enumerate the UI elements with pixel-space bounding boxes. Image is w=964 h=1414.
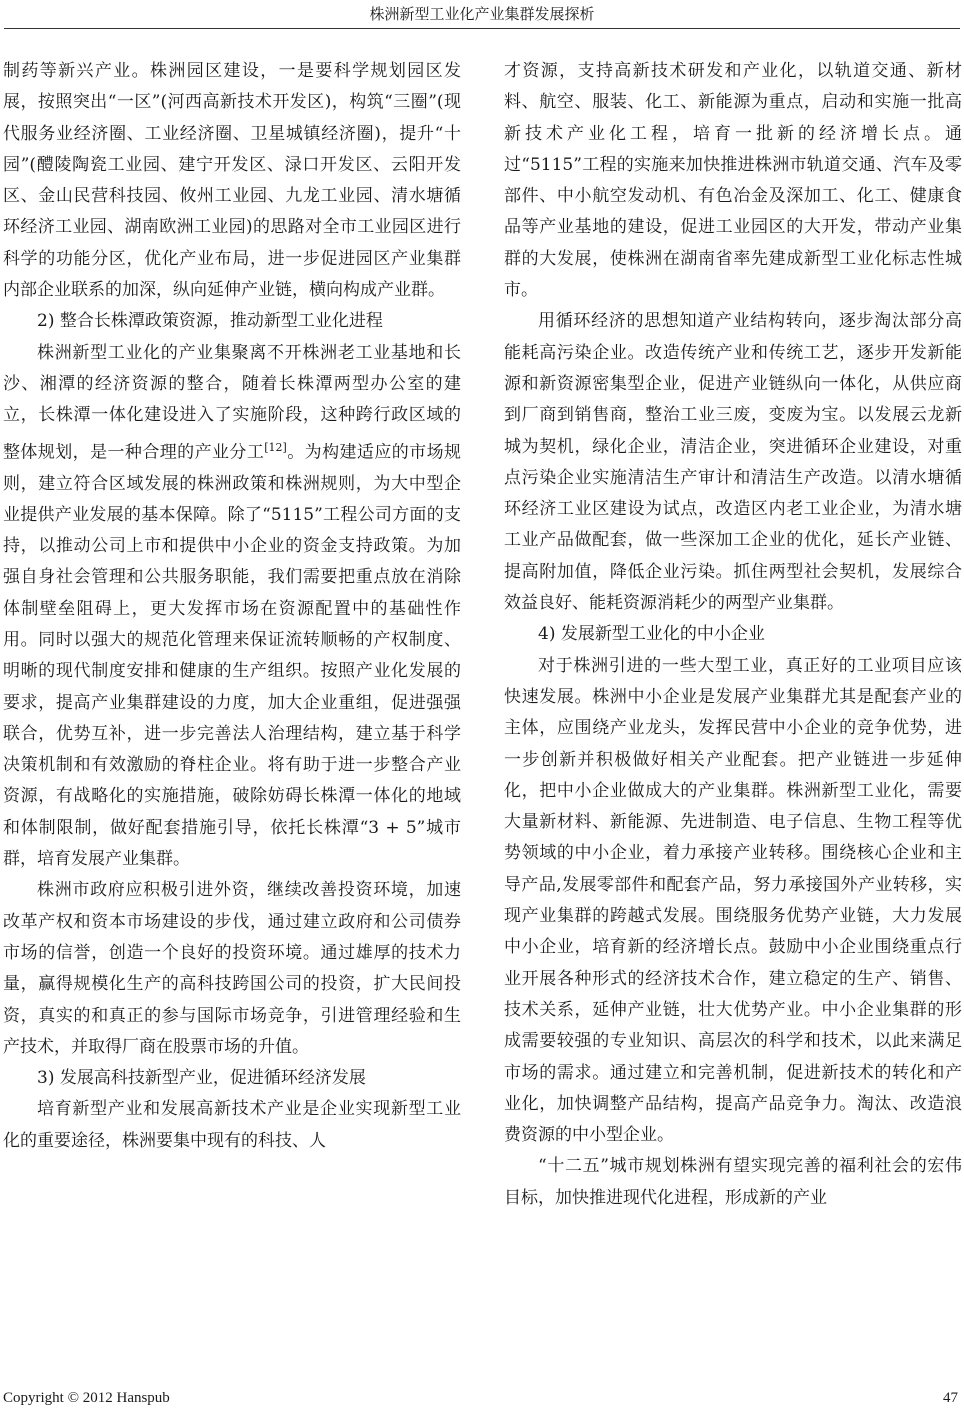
paragraph-text: 。为构建适应的市场规则，建立符合区域发展的株洲政策和株洲规则，为大中型企业提供产业发展的基本保障。除了“5115”工程公司方面的支持，以推动公司上市和提供中小企业的资金支持政策。为加强自身社会管理和公共服务职能，我们需要把重点放在消除体制壁垒阻碍上，更大发挥市场在资源配置中的基础性作用。同时以强大的规范化管理来保证流转顺畅的产权制度、明晰的现代制度安排和健康的生产组织。按照产业化发展的要求，提高产业集群建设的力度，加大企业重组，促进强强联合，优势互补，进一步完善法人治理结构，建立基于科学决策机制和有效激励的脊柱企业。将有助于进一步整合产业资源，有战略化的实施措施，破除妨碍长株潭一体化的地域和体制限制，做好配套措施引导，依托长株潭“3 + 5”城市群，培育发展产业集群。: [3, 442, 461, 870]
citation-ref[interactable]: [12]: [264, 440, 287, 454]
paragraph: 株洲市政府应积极引进外资，继续改善投资环境，加速改革产权和资本市场建设的步伐，通过建立政府和公司债券市场的信誉，创造一个良好的投资环境。通过雄厚的技术力量，赢得规模化生产的高科技跨国公司的投资，扩大民间投资，真实的和真正的参与国际市场竞争，引进管理经验和生产技术，并取得厂商在股票市场的升值。: [3, 880, 461, 1057]
paragraph: 制药等新兴产业。株洲园区建设，一是要科学规划园区发展，按照突出“一区”(河西高新技术开发区)，构筑“三圈”(现代服务业经济圈、工业经济圈、卫星城镇经济圈)，提升“十园”(醴陵陶瓷工业园、建宁开发区、渌口开发区、云阳开发区、金山民营科技园、攸州工业园、九龙工业园、清水塘循环经济工业园、湖南欧洲工业园)的思路对全市工业园区进行科学的功能分区，优化产业布局，进一步促进园区产业集群内部企业联系的加深，纵向延伸产业链，横向构成产业群。: [3, 61, 461, 301]
running-head-title: 株洲新型工业化产业集群发展探析: [369, 5, 595, 23]
section-heading-3: 3) 发展高科技新型产业，促进循环经济发展: [37, 1068, 366, 1089]
paragraph-text: 株洲新型工业化的产业集聚离不开株洲老工业基地和长沙、湘潭的经济资源的整合，随着长株潭两型办公室的建立，长株潭一体化建设进入了实施阶段，这种跨行政区域的整体规划，是一种合理的产业分工: [3, 342, 461, 463]
section-heading-2: 2) 整合长株潭政策资源，推动新型工业化进程: [37, 311, 383, 332]
paragraph: 培育新型产业和发展高新技术产业是企业实现新型工业化的重要途径，株洲要集中现有的科技、人: [3, 1099, 461, 1151]
header-rule: [4, 28, 960, 29]
paragraph: 才资源，支持高新技术研发和产业化，以轨道交通、新材料、航空、服装、化工、新能源为重点，启动和实施一批高新技术产业化工程，培育一批新的经济增长点。通过“5115”工程的实施来加快推进株洲市轨道交通、汽车及零部件、中小航空发动机、有色冶金及深加工、化工、健康食品等产业基地的建设，促进工业园区的大开发，带动产业集群的大发展，使株洲在湖南省率先建成新型工业化标志性城市。: [504, 61, 962, 301]
paragraph: 用循环经济的思想知道产业结构转向，逐步淘汰部分高能耗高污染企业。改造传统产业和传统工艺，逐步开发新能源和新资源密集型企业，促进产业链纵向一体化，从供应商到厂商到销售商，整治工业三废，变废为宝。以发展云龙新城为契机，绿化企业，清洁企业，突进循环企业建设，对重点污染企业实施清洁生产审计和清洁生产改造。以清水塘循环经济工业区建设为试点，改造区内老工业企业，为清水塘工业产品做配套，做一些深加工企业的优化，延长产业链、提高附加值，降低企业污染。抓住两型社会契机，发展综合效益良好、能耗资源消耗少的两型产业集群。: [504, 311, 962, 614]
left-column: [3, 56, 461, 1346]
page-number: 47: [943, 1390, 958, 1406]
section-heading-4: 4) 发展新型工业化的中小企业: [538, 624, 765, 645]
paragraph: 对于株洲引进的一些大型工业，真正好的工业项目应该快速发展。株洲中小企业是发展产业集群尤其是配套产业的主体，应围绕产业龙头，发挥民营中小企业的竞争优势，进一步创新并积极做好相关产业配套。把产业链进一步延伸化，把中小企业做成大的产业集群。株洲新型工业化，需要大量新材料、新能源、先进制造、电子信息、生物工程等优势领域的中小企业，着力承接产业转移。围绕核心企业和主导产品,发展零部件和配套产品，努力承接国外产业转移，实现产业集群的跨越式发展。围绕服务优势产业链，大力发展中小企业，培育新的经济增长点。鼓励中小企业围绕重点行业开展各种形式的经济技术合作，建立稳定的生产、销售、技术关系，延伸产业链，壮大优势产业。中小企业集群的形成需要较强的专业知识、高层次的科学和技术，以此来满足市场的需求。通过建立和完善机制，促进新技术的转化和产业化，加快调整产品结构，提高产品竞争力。淘汰、改造浪费资源的中小型企业。: [504, 655, 962, 1146]
page-footer: [0, 1388, 964, 1408]
paragraph: “十二五”城市规划株洲有望实现完善的福利社会的宏伟目标，加快推进现代化进程，形成新的产业: [504, 1156, 962, 1208]
right-column: [504, 56, 962, 1346]
paragraph: [3, 338, 461, 876]
copyright-notice: Copyright © 2012 Hanspub: [3, 1390, 170, 1406]
